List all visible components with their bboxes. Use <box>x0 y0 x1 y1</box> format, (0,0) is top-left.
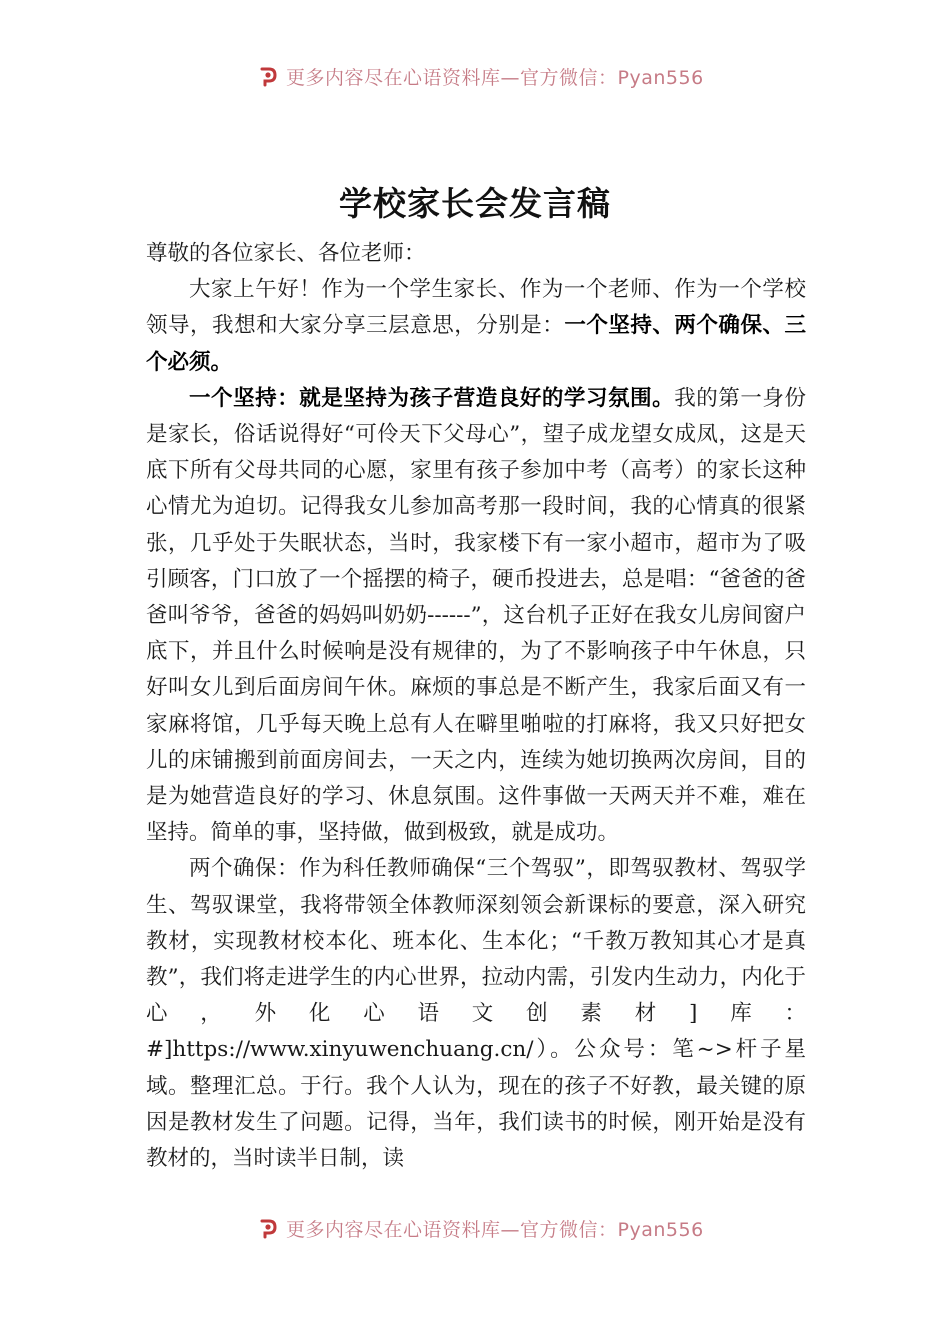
salutation: 尊敬的各位家长、各位老师： <box>146 241 426 266</box>
paragraph-text: 两个确保：作为科任教师确保“三个驾驭”，即驾驭教材、驾驭学生、驾驭课堂，我将带领全体教师深刻领会新课标的要意，深入研究教材，实现教材校本化、班本化、生本化；“千教万教知其心才是真教”，我们将走进学生的内心世界，拉动内需，引发内生动力，内化于心，外化心语文创素材]库：#]https://www.xinyuwenchuang.cn/）。公众号：笔~>杆子星域。整理汇总。于行。我个人认为，现在的孩子不好教，最关键的原因是教材发生了问题。记得，当年，我们读书的时候，刚开始是没有教材的，当时读半日制，读 <box>146 856 806 1172</box>
paragraph-bold-text: 一个坚持、两个确保、三个必须。 <box>146 313 806 375</box>
brand-logo-icon <box>258 1217 280 1239</box>
paragraph-one-persistence <box>146 381 806 852</box>
paragraph-text: 大家上午好！作为一个学生家长、作为一个老师、作为一个学校领导，我想和大家分享三层意思，分别是： <box>146 277 806 339</box>
paragraph-two-ensures <box>146 851 806 1177</box>
watermark-text: 更多内容尽在心语资料库—官方微信：Pyan556 <box>286 66 704 89</box>
watermark-text: 更多内容尽在心语资料库—官方微信：Pyan556 <box>286 1218 704 1241</box>
document-body <box>146 236 806 1177</box>
paragraph-text: 我的第一身份是家长，俗话说得好“可伶天下父母心”，望子成龙望女成凤，这是天底下所有父母共同的心愿，家里有孩子参加中考（高考）的家长这种心情尤为迫切。记得我女儿参加高考那一段时间，我的心情真的很紧张，几乎处于失眠状态，当时，我家楼下有一家小超市，超市为了吸引顾客，门口放了一个摇摆的椅子，硬币投进去，总是唱：“爸爸的爸爸叫爷爷，爸爸的妈妈叫奶奶------”，这台机子正好在我女儿房间窗户底下，并且什么时候响是没有规律的，为了不影响孩子中午休息，只好叫女儿到后面房间午休。麻烦的事总是不断产生，我家后面又有一家麻将馆，几乎每天晚上总有人在噼里啪啦的打麻将，我又只好把女儿的床铺搬到前面房间去，一天之内，连续为她切换两次房间，目的是为她营造良好的学习、休息氛围。这件事做一天两天并不难，难在坚持。简单的事，坚持做，做到极致，就是成功。 <box>146 385 806 846</box>
header-watermark-banner <box>0 50 950 90</box>
document-title: 学校家长会发言稿 <box>339 184 611 223</box>
paragraph-intro <box>146 272 806 381</box>
brand-logo-icon <box>258 65 280 87</box>
paragraph-bold-text: 一个坚持：就是坚持为孩子营造良好的学习氛围。 <box>189 385 675 411</box>
footer-watermark-banner <box>0 1202 950 1242</box>
